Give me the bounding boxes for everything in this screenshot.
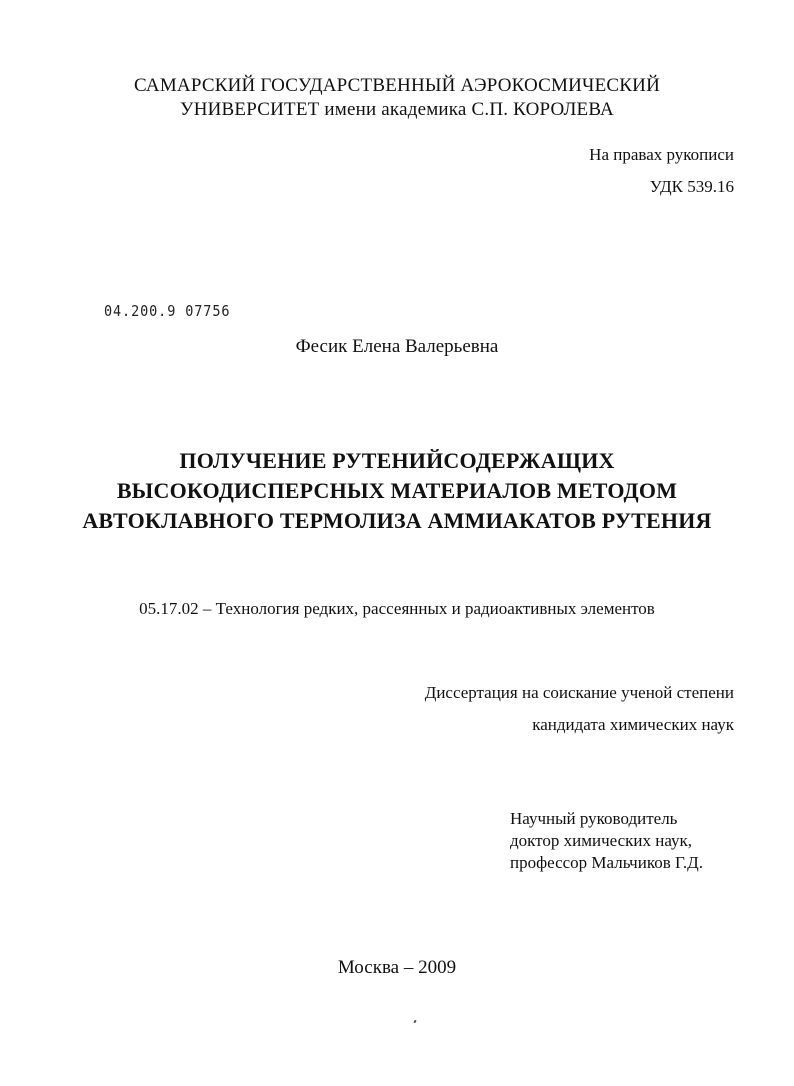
title-line-2: ВЫСОКОДИСПЕРСНЫХ МАТЕРИАЛОВ МЕТОДОМ xyxy=(116,478,678,503)
scan-speck xyxy=(413,1020,416,1024)
library-stamp-number: 04.200.9 07756 xyxy=(104,302,231,320)
udc-code: УДК 539.16 xyxy=(649,177,734,196)
city-year: Москва – 2009 xyxy=(337,957,457,978)
title-line-1: ПОЛУЧЕНИЕ РУТЕНИЙСОДЕРЖАЩИХ xyxy=(179,448,615,473)
supervisor-line-3: профессор Мальчиков Г.Д. xyxy=(510,853,704,872)
dissertation-title xyxy=(0,446,794,536)
university-header xyxy=(0,74,794,122)
specialty-code: 05.17.02 – Технология редких, рассеянных и радиоактивных элементов xyxy=(139,599,655,618)
title-line-3: АВТОКЛАВНОГО ТЕРМОЛИЗА АММИАКАТОВ РУТЕНИЯ xyxy=(82,508,712,533)
university-line-1: САМАРСКИЙ ГОСУДАРСТВЕННЫЙ АЭРОКОСМИЧЕСКИЙ xyxy=(133,75,661,96)
degree-line-2: кандидата химических наук xyxy=(532,715,734,734)
supervisor-line-1: Научный руководитель xyxy=(510,809,678,828)
scientific-supervisor xyxy=(510,808,703,874)
manuscript-rights-note: На правах рукописи xyxy=(589,145,734,164)
degree-line-1: Диссертация на соискание ученой степени xyxy=(424,683,734,702)
supervisor-line-2: доктор химических наук, xyxy=(510,831,693,850)
university-line-2: УНИВЕРСИТЕТ имени академика С.П. КОРОЛЕВА xyxy=(180,99,614,120)
author-name: Фесик Елена Валерьевна xyxy=(295,336,499,357)
